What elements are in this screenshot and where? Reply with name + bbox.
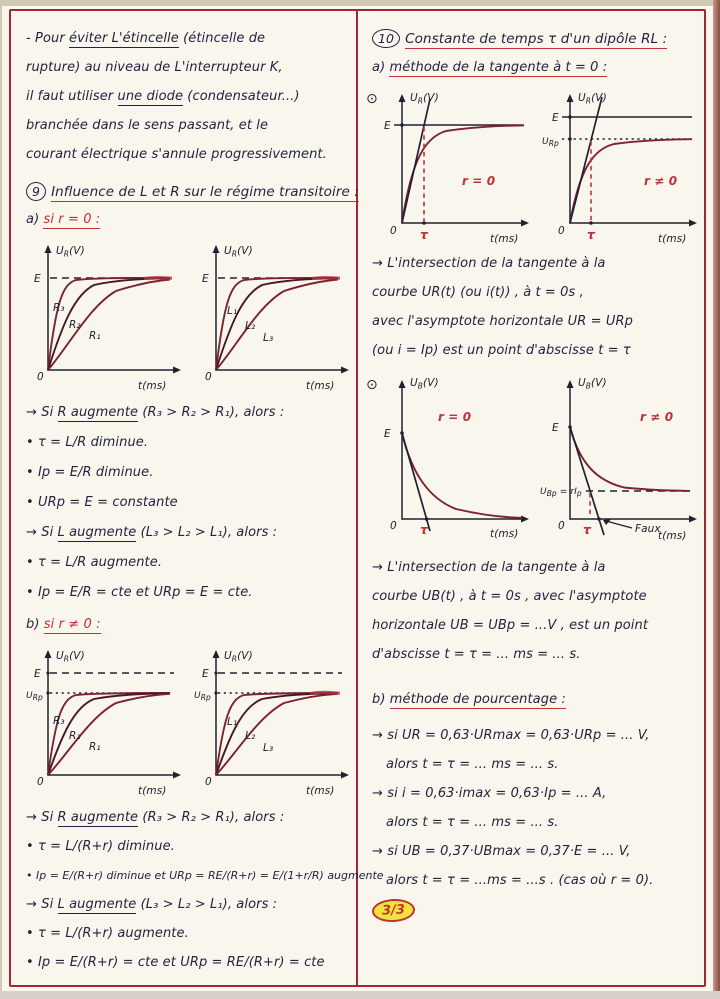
axis-tick [214,671,217,674]
y-axis-label: $U_B(V)$ [578,377,607,391]
tau-point [422,221,426,225]
origin-label: 0 [205,371,212,383]
y-axis-label: $U_R(V)$ [578,92,607,106]
chart-ur-rneq-L [194,643,354,801]
page-edge-shadow-bottom [0,991,720,999]
tangent-line [402,99,430,223]
E-label: E [202,668,209,680]
x-axis-label: t(ms) [138,785,167,797]
page-number-row [372,899,704,922]
E-label: E [552,422,559,434]
axis-tick [568,115,572,119]
chart-ur-r0-L [194,238,354,396]
curve-R2 [48,278,170,370]
y-axis-label: $U_R(V)$ [224,245,253,259]
text-line: • URp = E = constante [26,495,178,510]
x-axis-label: t(ms) [138,380,167,392]
E-label: E [202,273,209,285]
x-axis-label: t(ms) [306,785,335,797]
text-line: → Si R augmente (R₃ > R₂ > R₁), alors : [26,405,285,420]
chart-ur-rneq-R [26,643,186,801]
curve-label: R₃ [53,302,65,314]
axis-tick [214,691,217,694]
x-axis-label: t(ms) [658,233,687,245]
curve-R3 [48,693,170,775]
curve-L3 [216,280,338,371]
figure-row-tangent [366,87,704,247]
text-line: (ou i = Ip) est un point d'abscisse t = τ [372,343,631,358]
faux-label: Faux [635,523,661,535]
curve-label: R₂ [69,319,81,331]
text-line: → Si L augmente (L₃ > L₂ > L₁), alors : [26,897,278,912]
UBp-label: $U_{Bp} = rI_p$ [540,487,582,498]
chart-tangent-r0 [372,87,536,247]
y-axis-label: $U_B(V)$ [410,377,439,391]
red-ink-overlay [144,277,172,278]
x-axis-label: t(ms) [490,233,519,245]
condition-label: r ≠ 0 [644,174,678,188]
text-line: - Pour éviter L'étincelle (étincelle de [26,31,266,46]
text-line: il faut utiliser une diode (condensateur...) [26,89,300,104]
page-number-badge: 3/3 [371,898,415,923]
section10-heading [372,24,704,54]
curve-label: R₁ [89,330,101,342]
tangent-note-ur [372,249,704,365]
curve-label: R₁ [89,741,101,753]
axes [399,380,530,523]
x-axis-label: t(ms) [658,530,687,542]
curve-label: L₃ [263,742,274,754]
subsection-a-heading: a) si r = 0 : [26,212,101,227]
section10-number: 10 [372,29,400,48]
curve-label: L₃ [263,332,274,344]
column-divider-line [356,10,358,986]
y-axis-label: $U_R(V)$ [224,650,253,664]
text-line: horizontale UB = UBp = ...V , est un point [372,618,649,633]
text-line: → L'intersection de la tangente à la [372,256,606,271]
E-label: E [384,120,391,132]
figure-row-r0 [26,238,354,396]
tangent-note-ub [372,553,704,669]
y-axis-label: $U_R(V)$ [410,92,439,106]
curve-label: R₂ [69,730,81,742]
tangent-line [402,433,430,531]
curve-ub [570,427,690,491]
red-ink-overlay [312,277,340,278]
tau-label: τ [583,522,592,537]
percentage-method-lines [372,721,704,895]
red-ink-overlay [310,692,340,693]
text-line: courbe UB(t) , à t = 0s , avec l'asymptote [372,589,647,604]
origin-label: 0 [558,225,565,237]
right-column [366,24,704,922]
tau-label: τ [420,522,429,537]
curve-label: L₂ [245,730,256,742]
curve-R1 [48,694,170,775]
axes [45,245,182,374]
text-line: • Ip = E/R = cte et URp = E = cte. [26,585,253,600]
text-line: • τ = L/R diminue. [26,435,149,450]
faux-point [597,517,601,521]
E-label: E [34,668,41,680]
text-line: rupture) au niveau de L'interrupteur K, [26,60,283,75]
text-line: → Si R augmente (R₃ > R₂ > R₁), alors : [26,810,285,825]
x-axis-label: t(ms) [490,528,519,540]
rneq-conclusions [26,803,384,977]
text-line: • Ip = E/(R+r) diminue et URp = RE/(R+r) = E/(1+r/R) augmente [26,869,384,882]
axis-tick [46,671,49,674]
axes [45,650,182,779]
axis-tick [46,691,49,694]
curve-R3 [48,278,170,370]
text-line: alors t = τ = ... ms = ... s. [386,757,559,772]
faux-arrow [606,521,632,528]
URp-label: $U_{Rp}$ [194,691,211,702]
chart-ub-rneq [540,373,704,543]
circled-dot-icon: ⊙ [366,377,378,393]
curve-R1 [48,280,170,371]
section9-heading [26,177,359,207]
subsection-b-heading: b) méthode de pourcentage : [372,692,566,707]
E-label: E [34,273,41,285]
text-line: avec l'asymptote horizontale UR = URp [372,314,633,329]
curve-L2 [216,693,338,775]
axes [567,380,698,523]
left-column [26,24,384,977]
axis-tick [400,123,404,127]
chart-tangent-rneq [540,87,704,247]
text-line: courant électrique s'annule progressivement. [26,147,327,162]
condition-label: r = 0 [438,410,472,424]
text-line: → si UR = 0,63·URmax = 0,63·URp = ... V, [372,728,650,743]
tau-label: τ [587,227,596,242]
origin-label: 0 [390,225,397,237]
text-line: d'abscisse t = τ = ... ms = ... s. [372,647,581,662]
curve-R2 [48,693,170,775]
x-axis-label: t(ms) [306,380,335,392]
tau-point [589,221,593,225]
section9-title: Influence de L et R sur le régime transitoire : [51,184,359,200]
text-line: → si i = 0,63·imax = 0,63·Ip = ... A, [372,786,607,801]
axes [213,650,350,779]
intro-paragraph [26,24,354,169]
text-line: • τ = L/R augmente. [26,555,163,570]
chart-ub-r0 [372,373,536,543]
text-line: → Si L augmente (L₃ > L₂ > L₁), alors : [26,525,278,540]
y-axis-label: $U_R(V)$ [56,245,85,259]
curve-L1 [216,278,338,370]
E-label: E [384,428,391,440]
section9-number: 9 [26,182,46,201]
axis-tick [568,137,572,141]
text-line: • τ = L/(R+r) augmente. [26,926,189,941]
curve-label: L₂ [245,320,256,332]
subsection-b-heading: b) si r ≠ 0 : [26,617,101,632]
text-line: alors t = τ = ... ms = ... s. [386,815,559,830]
text-line: • Ip = E/(R+r) = cte et URp = RE/(R+r) = cte [26,955,325,970]
tau-label: τ [420,227,429,242]
URp-label: $U_{Rp}$ [542,137,559,148]
subsection-a-heading: a) méthode de la tangente à t = 0 : [372,60,608,75]
origin-label: 0 [37,371,44,383]
condition-label: r ≠ 0 [640,410,674,424]
condition-label: r = 0 [462,174,496,188]
chart-ur-r0-R [26,238,186,396]
curve-L3 [216,694,338,775]
figure-row-rneq [26,643,354,801]
text-line: courbe UR(t) (ou i(t)) , à t = 0s , [372,285,584,300]
origin-label: 0 [205,776,212,788]
r0-conclusions [26,398,354,608]
curve-ub [402,433,522,518]
curve-L2 [216,278,338,370]
text-line: alors t = τ = ...ms = ...s . (cas où r = 0). [386,873,654,888]
text-line: → si UB = 0,37·UBmax = 0,37·E = ... V, [372,844,631,859]
tau-point [425,517,429,521]
origin-label: 0 [390,520,397,532]
curve-label: R₃ [53,715,65,727]
circled-dot-icon: ⊙ [366,91,378,107]
URp-label: $U_{Rp}$ [26,691,43,702]
page-edge-shadow [713,0,720,999]
figure-row-ub [366,373,704,543]
E-label: E [552,112,559,124]
text-line: → L'intersection de la tangente à la [372,560,606,575]
y-axis-label: $U_R(V)$ [56,650,85,664]
curve-label: L₁ [227,305,238,317]
text-line: • τ = L/(R+r) diminue. [26,839,175,854]
origin-label: 0 [37,776,44,788]
curve-label: L₁ [227,716,238,728]
curve-L1 [216,693,338,775]
text-line: branchée dans le sens passant, et le [26,118,269,133]
tangent-line [570,97,602,223]
origin-label: 0 [558,520,565,532]
text-line: • Ip = E/R diminue. [26,465,154,480]
section10-title: Constante de temps τ d'un dipôle RL : [405,31,668,47]
